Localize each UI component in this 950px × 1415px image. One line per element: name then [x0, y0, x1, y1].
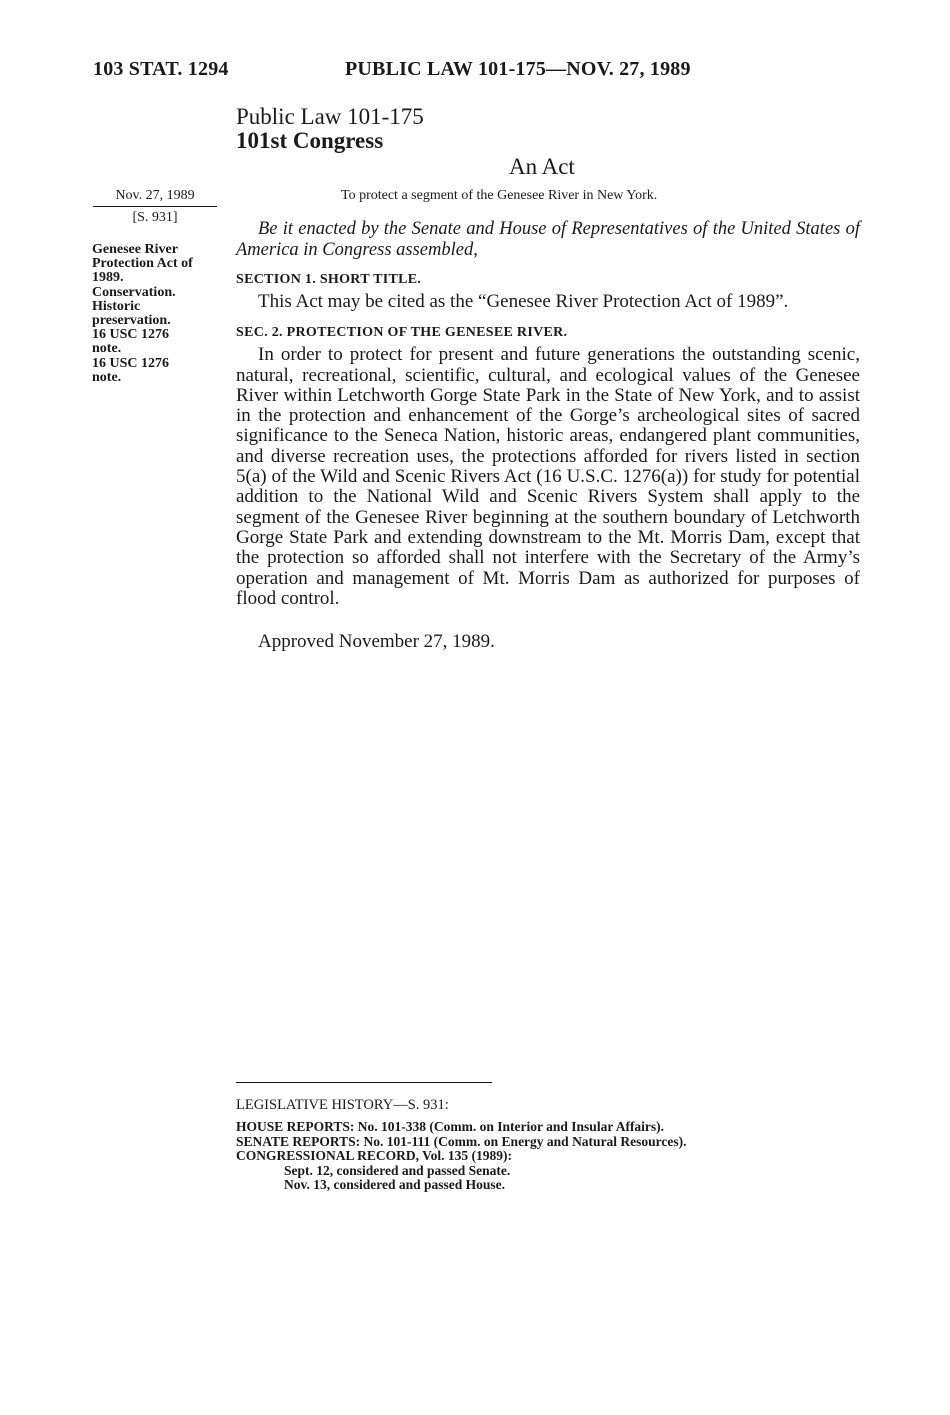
- margin-note: Conservation.: [92, 284, 176, 300]
- stat-page-number: 103 STAT. 1294: [93, 58, 229, 80]
- senate-reports: SENATE REPORTS: No. 101-111 (Comm. on Energy and Natural Resources).: [236, 1133, 687, 1149]
- margin-note: 16 USC 1276: [92, 327, 170, 343]
- legislative-history: [236, 1120, 836, 1193]
- margin-note: preservation.: [92, 313, 171, 329]
- margin-bill-number: [S. 931]: [132, 210, 178, 225]
- record-action: Nov. 13, considered and passed House.: [284, 1177, 506, 1192]
- margin-notes: [92, 243, 232, 385]
- margin-note: note.: [92, 369, 122, 385]
- section-2-heading: SEC. 2. PROTECTION OF THE GENESEE RIVER.: [236, 325, 568, 341]
- margin-note: Historic: [92, 298, 141, 314]
- footnote-divider: [236, 1082, 492, 1083]
- congressional-record: CONGRESSIONAL RECORD, Vol. 135 (1989):: [236, 1148, 513, 1163]
- section-2-text: In order to protect for present and future generations the outstanding scenic, natural, recreational, scientific, cultural, and ecological values of the Genesee River within Letchworth Gorge State Park in the State of New York, and to assist in the protection and enhancement of the Gorge’s archeological sites of sacred significance to the Seneca Nation, historic areas, endangered plant communities, and diverse recreation uses, the protections afforded for rivers listed in section 5(a) of the Wild and Scenic Rivers Act (16 U.S.C. 1276(a)) for study for potential addition to the National Wild and Scenic Rivers System shall apply to the segment of the Genesee River beginning at the southern boundary of Letchworth Gorge State Park and extending downstream to the Mt. Morris Dam, except that the protection so afforded shall not interfere with the Secretary of the Army’s operation and management of Mt. Morris Dam as authorized for purposes of flood control.: [236, 344, 860, 609]
- act-body: [236, 219, 860, 653]
- house-reports: HOUSE REPORTS: No. 101-338 (Comm. on Interior and Insular Affairs).: [236, 1119, 665, 1134]
- margin-note: Protection Act of: [92, 256, 193, 272]
- margin-note: 16 USC 1276: [92, 355, 170, 371]
- legislative-history-heading: LEGISLATIVE HISTORY—S. 931:: [236, 1097, 449, 1113]
- margin-note: note.: [92, 341, 122, 357]
- margin-note: 1989.: [92, 270, 124, 286]
- enacting-clause: Be it enacted by the Senate and House of Representatives of the United States of America in Congress assembled,: [236, 219, 860, 260]
- law-number-title: Public Law 101-175: [236, 104, 424, 129]
- congress-title: 101st Congress: [236, 128, 384, 153]
- an-act-heading: An Act: [509, 154, 575, 179]
- margin-note: Genesee River: [92, 242, 178, 257]
- margin-date: Nov. 27, 1989: [93, 188, 217, 207]
- section-1-text: This Act may be cited as the “Genesee River Protection Act of 1989”.: [258, 291, 789, 312]
- act-purpose: To protect a segment of the Genesee River in New York.: [341, 188, 658, 203]
- record-action: Sept. 12, considered and passed Senate.: [284, 1162, 511, 1178]
- approval-date: Approved November 27, 1989.: [258, 631, 495, 653]
- running-title: PUBLIC LAW 101-175—NOV. 27, 1989: [345, 58, 691, 80]
- section-1-heading: SECTION 1. SHORT TITLE.: [236, 272, 422, 287]
